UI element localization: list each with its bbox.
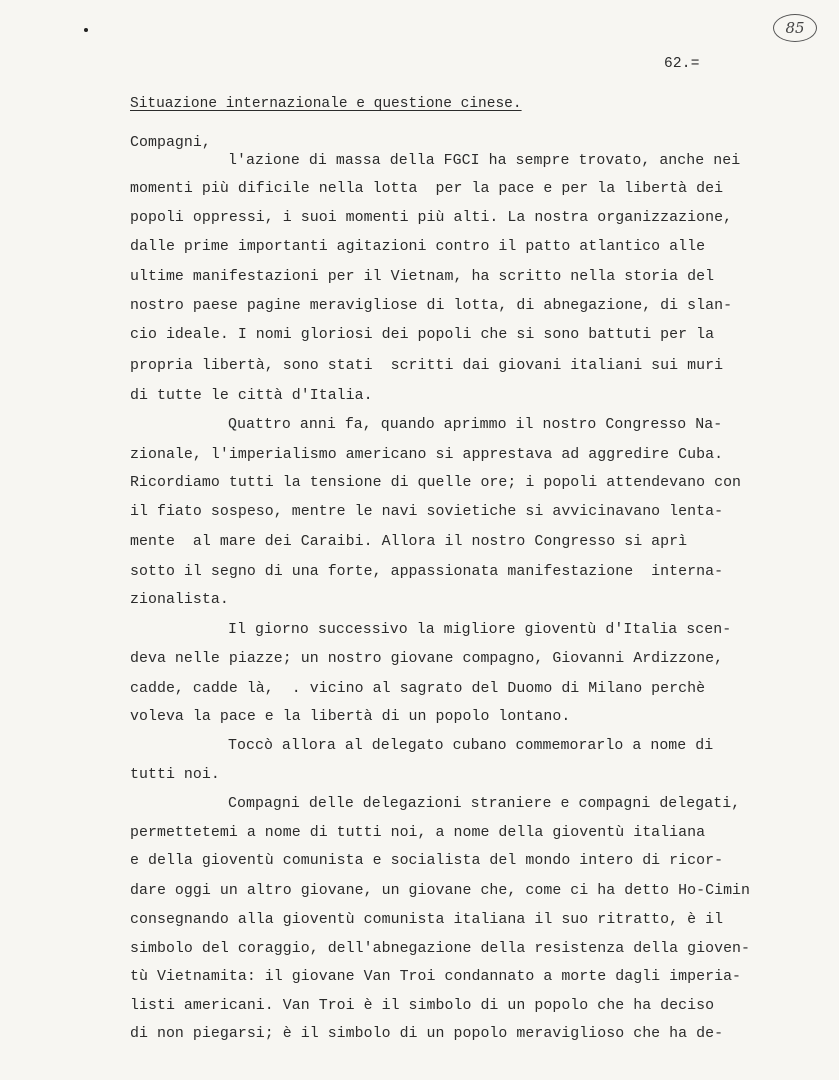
text-line: propria libertà, sono stati scritti dai giovani italiani sui muri (130, 358, 724, 374)
text-line: Toccò allora al delegato cubano commemorarlo a nome di (228, 738, 714, 754)
text-line: Ricordiamo tutti la tensione di quelle ore; i popoli attendevano con (130, 475, 742, 491)
ink-dot (84, 28, 88, 32)
text-line: tutti noi. (130, 767, 220, 783)
text-line: Compagni, (130, 135, 211, 151)
text-line: sotto il segno di una forte, appassionata manifestazione interna- (130, 564, 724, 580)
text-line: zionale, l'imperialismo americano si apprestava ad aggredire Cuba. (130, 447, 724, 463)
text-line: consegnando alla gioventù comunista italiana il suo ritratto, è il (130, 912, 724, 928)
text-line: di non piegarsi; è il simbolo di un popolo meraviglioso che ha de- (130, 1026, 724, 1042)
text-line: dalle prime importanti agitazioni contro il patto atlantico alle (130, 239, 706, 255)
text-line: il fiato sospeso, mentre le navi sovietiche si avvicinavano lenta- (130, 504, 724, 520)
text-line: popoli oppressi, i suoi momenti più alti. La nostra organizzazione, (130, 210, 733, 226)
text-line: tù Vietnamita: il giovane Van Troi condannato a morte dagli imperia- (130, 969, 742, 985)
text-line: simbolo del coraggio, dell'abnegazione della resistenza della gioven- (130, 941, 751, 957)
text-line: Compagni delle delegazioni straniere e compagni delegati, (228, 796, 741, 812)
text-line: e della gioventù comunista e socialista del mondo intero di ricor- (130, 853, 724, 869)
text-line: nostro paese pagine meravigliose di lotta, di abnegazione, di slan- (130, 298, 733, 314)
text-line: Il giorno successivo la migliore gioventù d'Italia scen- (228, 622, 732, 638)
text-line: di tutte le città d'Italia. (130, 388, 373, 404)
text-line: Quattro anni fa, quando aprimmo il nostro Congresso Na- (228, 417, 723, 433)
page-number: 62.= (664, 56, 700, 72)
text-line: zionalista. (130, 592, 229, 608)
text-line: voleva la pace e la libertà di un popolo lontano. (130, 709, 571, 725)
text-line: listi americani. Van Troi è il simbolo di un popolo che ha deciso (130, 998, 715, 1014)
text-line: deva nelle piazze; un nostro giovane compagno, Giovanni Ardizzone, (130, 651, 724, 667)
text-line: l'azione di massa della FGCI ha sempre trovato, anche nei (228, 153, 741, 169)
text-line: dare oggi un altro giovane, un giovane che, come ci ha detto Ho-Cimin (130, 883, 751, 899)
circled-page-mark: 85 (773, 14, 817, 42)
text-line: momenti più dificile nella lotta per la pace e per la libertà dei (130, 181, 724, 197)
text-line: mente al mare dei Caraibi. Allora il nostro Congresso si aprì (130, 534, 688, 550)
document-title: Situazione internazionale e questione cinese. (130, 96, 522, 112)
text-line: permettetemi a nome di tutti noi, a nome della gioventù italiana (130, 825, 706, 841)
text-line: ultime manifestazioni per il Vietnam, ha scritto nella storia del (130, 269, 715, 285)
text-line: cio ideale. I nomi gloriosi dei popoli che si sono battuti per la (130, 327, 715, 343)
text-line: cadde, cadde là, . vicino al sagrato del Duomo di Milano perchè (130, 681, 706, 697)
